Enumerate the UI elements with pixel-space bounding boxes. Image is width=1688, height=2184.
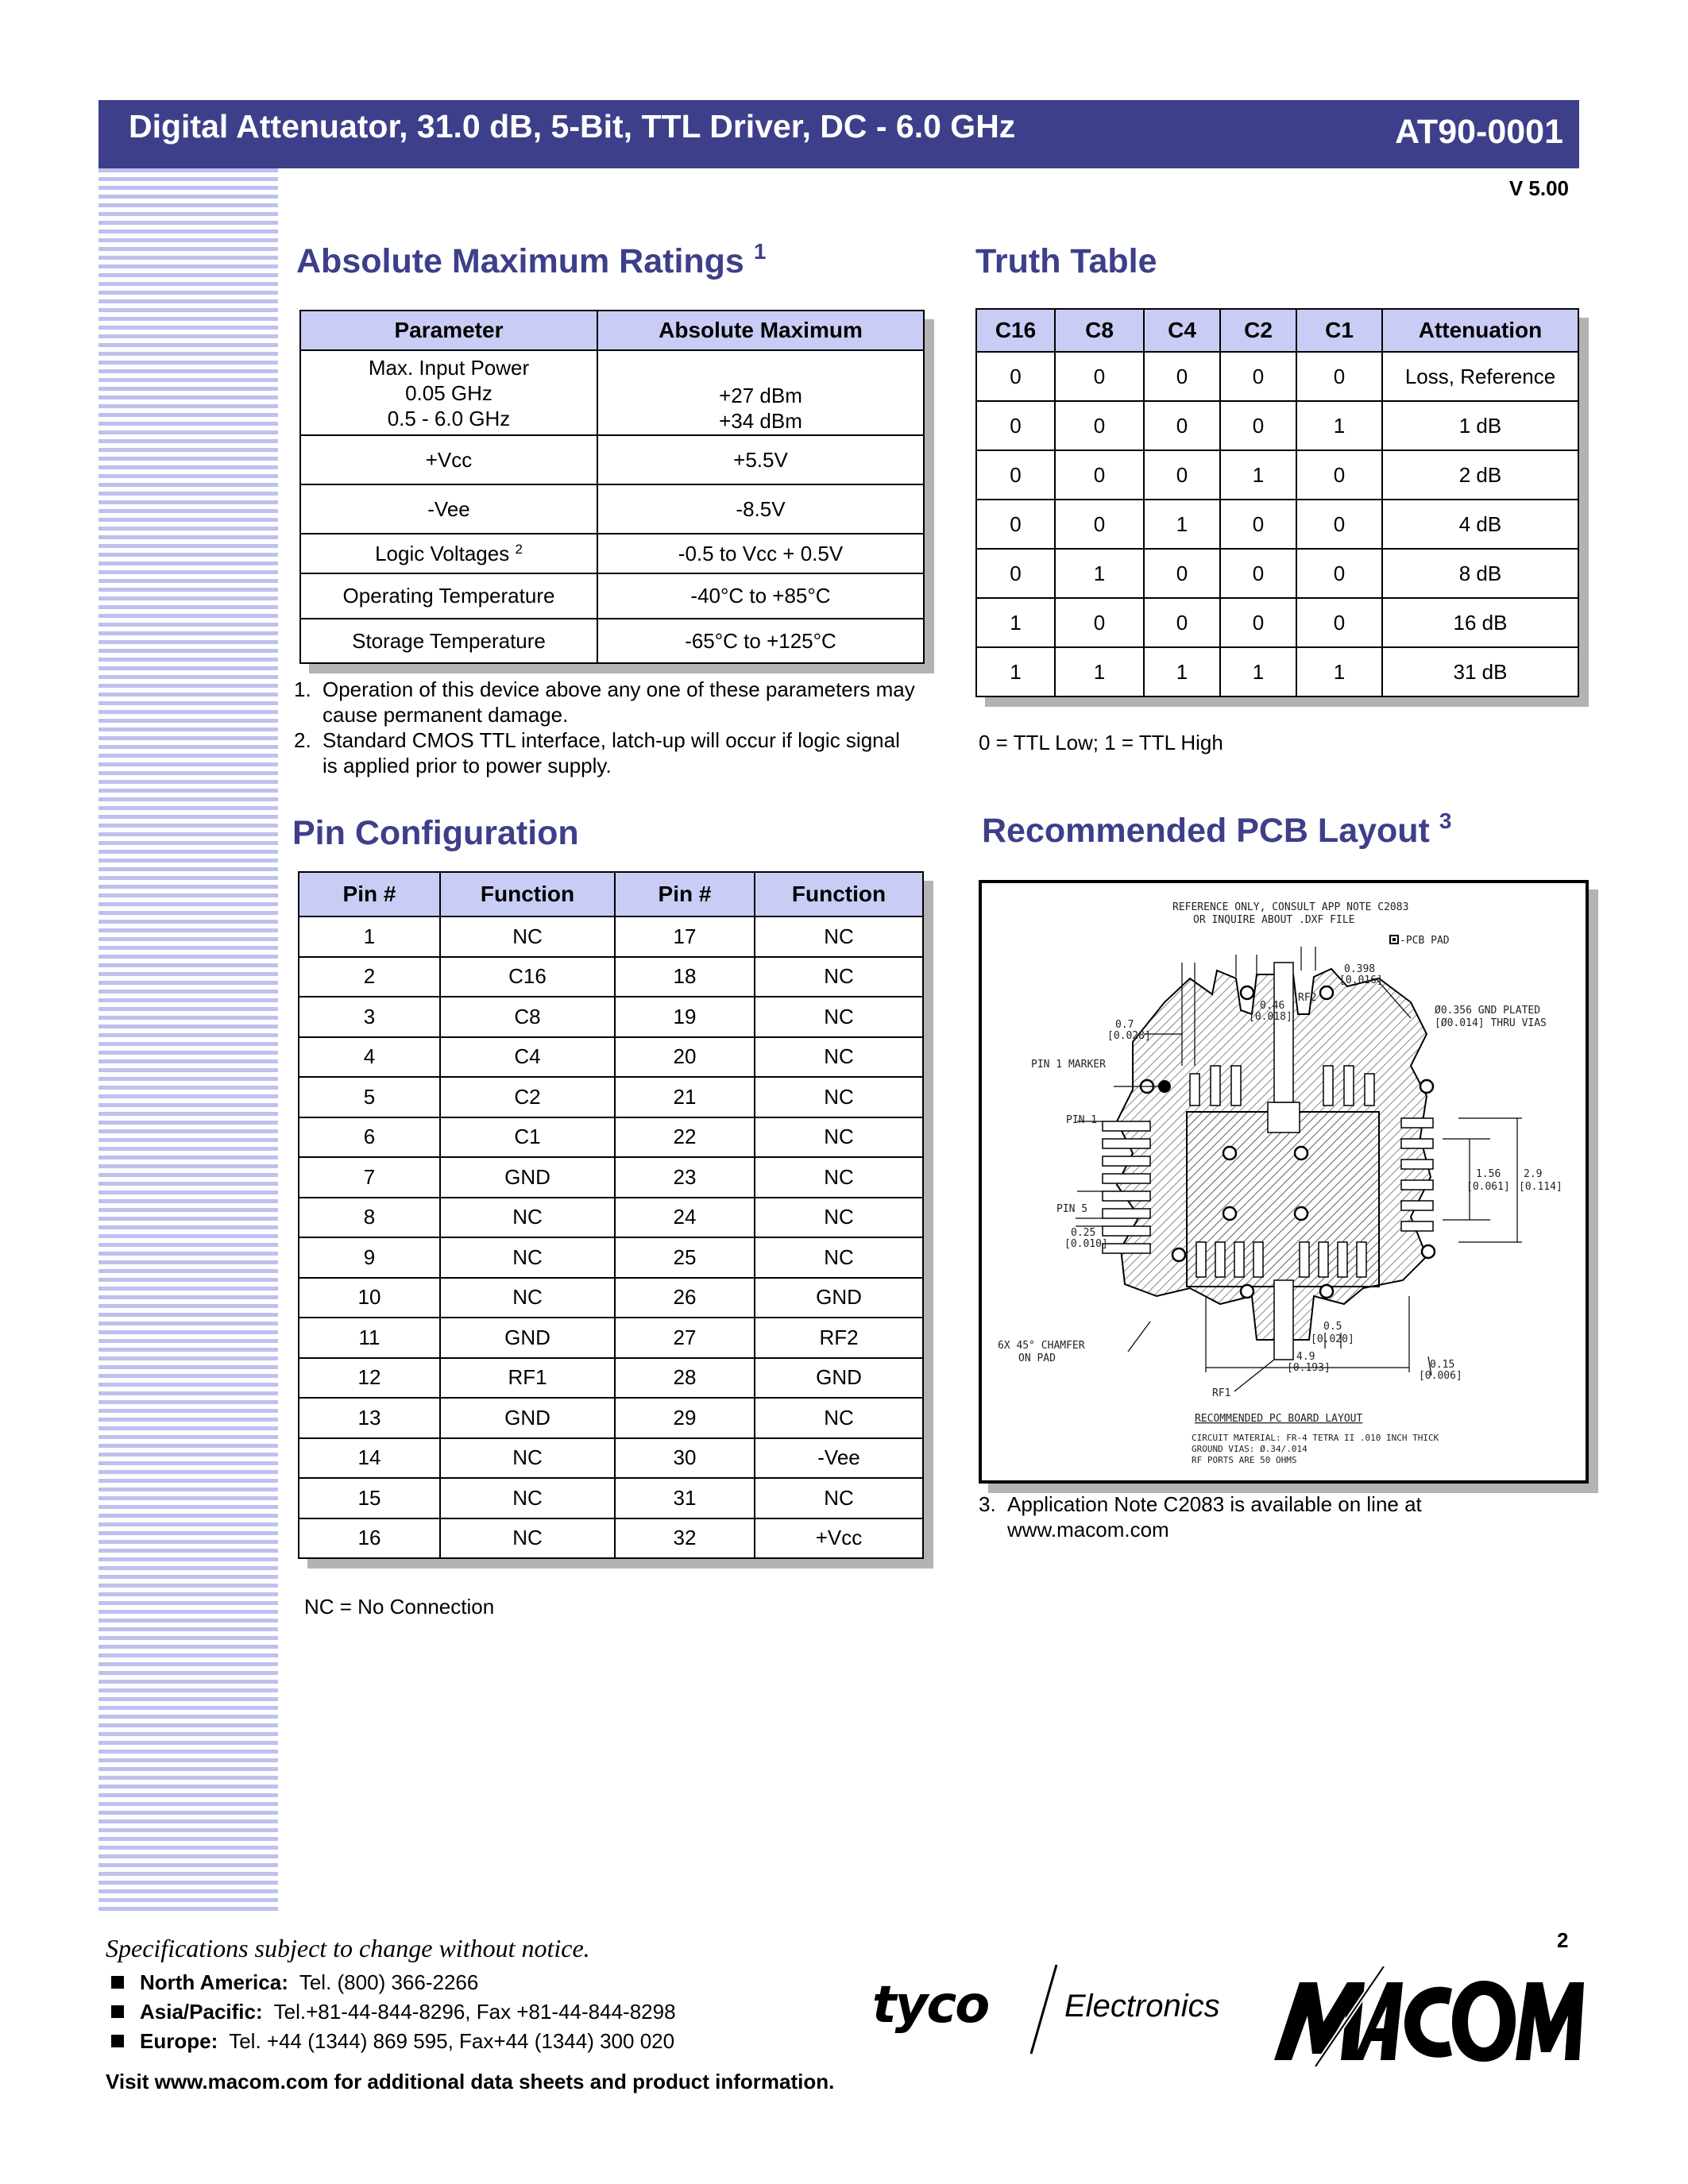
bit-cell: 1 — [1296, 401, 1382, 450]
value-cell: +27 dBm +34 dBm — [597, 350, 924, 435]
pin-number-cell: 23 — [615, 1157, 755, 1198]
pin-function-cell: NC — [755, 916, 923, 957]
dim-29: 2.9 — [1524, 1168, 1543, 1180]
pcb-ref-line2: OR INQUIRE ABOUT .DXF FILE — [1193, 914, 1355, 926]
pin-number-cell: 24 — [615, 1198, 755, 1238]
dim-046: 0.46 — [1260, 1000, 1285, 1012]
pin-function-cell: NC — [440, 1478, 615, 1518]
pin-function-cell: GND — [440, 1318, 615, 1358]
table-row — [300, 435, 924, 484]
pin-function-cell: GND — [755, 1358, 923, 1399]
bit-cell: 0 — [1144, 598, 1220, 647]
bit-cell: 0 — [976, 352, 1055, 401]
dim-07-in: [0.028] — [1107, 1030, 1151, 1042]
contact-north-america: North America: Tel. (800) 366-2266 — [111, 1970, 478, 1995]
pin1-marker-dot — [1158, 1080, 1171, 1093]
abs-max-table — [299, 310, 925, 664]
bit-cell: 0 — [1055, 352, 1144, 401]
table-row — [300, 484, 924, 534]
pin-function-cell: NC — [755, 997, 923, 1037]
truth-table — [975, 308, 1579, 697]
attenuation-cell: 1 dB — [1382, 401, 1578, 450]
bit-cell: 0 — [1296, 549, 1382, 598]
document-title: Digital Attenuator, 31.0 dB, 5-Bit, TTL Driver, DC - 6.0 GHz — [129, 108, 1016, 145]
pin-number-cell: 19 — [615, 997, 755, 1037]
pin-col-function1: Function — [440, 872, 615, 916]
value-cell: -8.5V — [597, 484, 924, 534]
pin-number-cell: 7 — [299, 1157, 440, 1198]
dim-05-in: [0.020] — [1311, 1333, 1354, 1345]
dim-025: 0.25 — [1071, 1227, 1096, 1239]
bit-cell: 0 — [1144, 549, 1220, 598]
abs-max-note-2: 2. Standard CMOS TTL interface, latch-up will occur if logic signal is applied prior to power supply. — [294, 728, 900, 778]
dim-015-in: [0.006] — [1419, 1370, 1462, 1382]
truth-table-note: 0 = TTL Low; 1 = TTL High — [979, 731, 1223, 754]
pin-number-cell: 22 — [615, 1117, 755, 1158]
truth-col-c8: C8 — [1055, 309, 1144, 352]
pin-col-function2: Function — [755, 872, 923, 916]
pin-number-cell: 11 — [299, 1318, 440, 1358]
pcb-rf2-trace — [1274, 963, 1293, 1102]
truth-col-attenuation: Attenuation — [1382, 309, 1578, 352]
table-row — [299, 1157, 923, 1198]
abs-max-col-max: Absolute Maximum — [597, 311, 924, 350]
dim-49-in: [0.193] — [1287, 1362, 1331, 1374]
truth-col-c4: C4 — [1144, 309, 1220, 352]
bit-cell: 0 — [976, 401, 1055, 450]
bit-cell: 0 — [1220, 598, 1296, 647]
board-spec-3: RF PORTS ARE 50 OHMS — [1192, 1455, 1297, 1465]
pin-number-cell: 20 — [615, 1037, 755, 1078]
pin-number-cell: 6 — [299, 1117, 440, 1158]
bullet-square-icon — [111, 2035, 124, 2047]
param-cell: -Vee — [300, 484, 597, 534]
pin1-label: PIN 1 — [1066, 1114, 1098, 1126]
bit-cell: 0 — [1296, 500, 1382, 549]
pin-number-cell: 27 — [615, 1318, 755, 1358]
bit-cell: 1 — [976, 598, 1055, 647]
param-cell: Operating Temperature — [300, 573, 597, 619]
table-row — [300, 350, 924, 435]
via-label-1: Ø0.356 GND PLATED — [1435, 1005, 1541, 1017]
pin-function-cell: NC — [755, 1398, 923, 1438]
bit-cell: 0 — [1296, 352, 1382, 401]
dim-07: 0.7 — [1115, 1019, 1134, 1031]
pin-number-cell: 14 — [299, 1438, 440, 1479]
pin-function-cell: NC — [755, 1117, 923, 1158]
dim-015: 0.15 — [1430, 1359, 1455, 1371]
dim-29-in: [0.114] — [1519, 1181, 1562, 1193]
value-cell: -40°C to +85°C — [597, 573, 924, 619]
pin-number-cell: 4 — [299, 1037, 440, 1078]
bullet-square-icon — [111, 2005, 124, 2018]
pcb-legend-label: -PCB PAD — [1400, 935, 1450, 947]
pin-number-cell: 8 — [299, 1198, 440, 1238]
table-row — [976, 500, 1578, 549]
pin-function-cell: NC — [440, 916, 615, 957]
attenuation-cell: 31 dB — [1382, 647, 1578, 696]
chamfer-label-1: 6X 45° CHAMFER — [998, 1340, 1085, 1352]
visit-line: Visit www.macom.com for additional data sheets and product information. — [106, 2070, 835, 2093]
truth-col-c16: C16 — [976, 309, 1055, 352]
attenuation-cell: Loss, Reference — [1382, 352, 1578, 401]
pin-function-cell: C1 — [440, 1117, 615, 1158]
pin-function-cell: NC — [440, 1237, 615, 1278]
pin-function-cell: NC — [755, 1198, 923, 1238]
contact-asia-pacific: Asia/Pacific: Tel.+81-44-844-8296, Fax +81-44-844-8298 — [111, 2000, 676, 2024]
bit-cell: 0 — [1220, 352, 1296, 401]
pin-number-cell: 15 — [299, 1478, 440, 1518]
bit-cell: 0 — [976, 450, 1055, 500]
bit-cell: 0 — [1055, 500, 1144, 549]
table-row — [299, 1037, 923, 1078]
table-row — [976, 647, 1578, 696]
via-label-2: [Ø0.014] THRU VIAS — [1435, 1017, 1547, 1029]
page-number: 2 — [1557, 1928, 1569, 1952]
pin-function-cell: C2 — [440, 1077, 615, 1117]
table-row — [299, 1077, 923, 1117]
pcb-rf1-trace — [1274, 1280, 1293, 1360]
pin-number-cell: 12 — [299, 1358, 440, 1399]
pin1-marker-label: PIN 1 MARKER — [1031, 1059, 1106, 1071]
value-cell: -65°C to +125°C — [597, 619, 924, 663]
pin-function-cell: NC — [755, 1237, 923, 1278]
pin-function-cell: NC — [440, 1198, 615, 1238]
spec-notice: Specifications subject to change without notice. — [106, 1934, 590, 1962]
dim-0398-in: [0.016] — [1339, 974, 1383, 986]
pcb-ref-line1: REFERENCE ONLY, CONSULT APP NOTE C2083 — [1172, 901, 1409, 913]
pin-number-cell: 17 — [615, 916, 755, 957]
table-row — [299, 1318, 923, 1358]
value-cell: +5.5V — [597, 435, 924, 484]
bit-cell: 0 — [1220, 401, 1296, 450]
truth-col-c1: C1 — [1296, 309, 1382, 352]
dim-05: 0.5 — [1323, 1321, 1342, 1333]
table-row — [299, 1117, 923, 1158]
pin-function-cell: GND — [440, 1157, 615, 1198]
table-row — [976, 450, 1578, 500]
pin-function-cell: RF1 — [440, 1358, 615, 1399]
bit-cell: 0 — [1296, 450, 1382, 500]
abs-max-note-1: 1. Operation of this device above any one of these parameters may cause permanent damage. — [294, 677, 915, 727]
param-cell: Storage Temperature — [300, 619, 597, 663]
contact-europe: Europe: Tel. +44 (1344) 869 595, Fax+44 (1344) 300 020 — [111, 2029, 674, 2054]
macom-logo — [1268, 1966, 1586, 2070]
param-cell: Max. Input Power 0.05 GHz 0.5 - 6.0 GHz — [300, 350, 597, 435]
table-row — [976, 352, 1578, 401]
table-row — [299, 1237, 923, 1278]
pin-config-table — [298, 871, 924, 1559]
pcb-layout-drawing — [982, 883, 1586, 1480]
table-row — [300, 534, 924, 573]
pin-number-cell: 32 — [615, 1518, 755, 1559]
pin-number-cell: 5 — [299, 1077, 440, 1117]
attenuation-cell: 2 dB — [1382, 450, 1578, 500]
header-bar — [98, 100, 1579, 168]
pin-function-cell: +Vcc — [755, 1518, 923, 1559]
pin-number-cell: 16 — [299, 1518, 440, 1559]
pcb-note: 3. Application Note C2083 is available on line at www.macom.com — [979, 1492, 1422, 1542]
pin-function-cell: C8 — [440, 997, 615, 1037]
attenuation-cell: 8 dB — [1382, 549, 1578, 598]
pin-function-cell: NC — [755, 957, 923, 997]
table-row — [299, 1518, 923, 1559]
rf2-label: RF2 — [1298, 992, 1317, 1004]
pin-function-cell: NC — [755, 1037, 923, 1078]
rf1-label: RF1 — [1212, 1387, 1231, 1399]
dim-0398: 0.398 — [1344, 963, 1376, 975]
table-row — [976, 549, 1578, 598]
dim-156: 1.56 — [1476, 1168, 1501, 1180]
pin-number-cell: 25 — [615, 1237, 755, 1278]
tyco-logo-slash — [1025, 1962, 1060, 2057]
dim-156-in: [0.061] — [1466, 1181, 1510, 1193]
table-row — [299, 957, 923, 997]
table-row — [299, 1398, 923, 1438]
pin-number-cell: 2 — [299, 957, 440, 997]
board-title: RECOMMENDED PC BOARD LAYOUT — [1195, 1413, 1363, 1425]
pin-number-cell: 1 — [299, 916, 440, 957]
bit-cell: 0 — [1055, 450, 1144, 500]
table-row — [300, 619, 924, 663]
tyco-logo-text: tyco — [872, 1976, 989, 2035]
pin-config-heading: Pin Configuration — [292, 814, 579, 852]
bit-cell: 1 — [1220, 450, 1296, 500]
pin-function-cell: NC — [755, 1157, 923, 1198]
bit-cell: 1 — [1144, 500, 1220, 549]
pin-function-cell: -Vee — [755, 1438, 923, 1479]
table-row — [299, 997, 923, 1037]
bit-cell: 0 — [1055, 598, 1144, 647]
bit-cell: 1 — [1055, 549, 1144, 598]
pin-function-cell: NC — [755, 1478, 923, 1518]
bit-cell: 0 — [1055, 401, 1144, 450]
pin-col-pin1: Pin # — [299, 872, 440, 916]
table-row — [299, 1198, 923, 1238]
pin-function-cell: NC — [440, 1438, 615, 1479]
bit-cell: 0 — [976, 549, 1055, 598]
table-row — [299, 916, 923, 957]
bit-cell: 0 — [1296, 598, 1382, 647]
table-row — [299, 1438, 923, 1479]
pin-number-cell: 31 — [615, 1478, 755, 1518]
pin-number-cell: 21 — [615, 1077, 755, 1117]
chamfer-label-2: ON PAD — [1018, 1352, 1056, 1364]
bit-cell: 0 — [1220, 500, 1296, 549]
attenuation-cell: 16 dB — [1382, 598, 1578, 647]
pin-function-cell: NC — [440, 1518, 615, 1559]
pin-config-note: NC = No Connection — [304, 1595, 495, 1619]
param-cell: Logic Voltages $^2$ — [300, 534, 597, 573]
dim-046-in: [0.018] — [1249, 1011, 1292, 1023]
abs-max-col-parameter: Parameter — [300, 311, 597, 350]
pin-number-cell: 29 — [615, 1398, 755, 1438]
table-row — [299, 1358, 923, 1399]
dim-49: 4.9 — [1296, 1351, 1315, 1363]
bit-cell: 1 — [976, 647, 1055, 696]
table-row — [976, 401, 1578, 450]
table-row — [976, 598, 1578, 647]
pin-number-cell: 3 — [299, 997, 440, 1037]
pin-function-cell: GND — [755, 1278, 923, 1318]
pin-function-cell: C16 — [440, 957, 615, 997]
dim-025-in: [0.010] — [1064, 1238, 1108, 1250]
truth-col-c2: C2 — [1220, 309, 1296, 352]
version-label: V 5.00 — [1508, 176, 1569, 200]
bullet-square-icon — [111, 1976, 124, 1989]
pin5-label: PIN 5 — [1056, 1203, 1088, 1215]
bit-cell: 1 — [1220, 647, 1296, 696]
bit-cell: 1 — [1055, 647, 1144, 696]
pin-number-cell: 26 — [615, 1278, 755, 1318]
board-spec-2: GROUND VIAS: Ø.34/.014 — [1192, 1444, 1308, 1454]
pin-function-cell: C4 — [440, 1037, 615, 1078]
value-cell: -0.5 to Vcc + 0.5V — [597, 534, 924, 573]
pin-number-cell: 30 — [615, 1438, 755, 1479]
table-row — [300, 573, 924, 619]
attenuation-cell: 4 dB — [1382, 500, 1578, 549]
pcb-layout-box — [979, 880, 1589, 1484]
pin-number-cell: 28 — [615, 1358, 755, 1399]
pin-number-cell: 13 — [299, 1398, 440, 1438]
bit-cell: 1 — [1144, 647, 1220, 696]
part-number: AT90-0001 — [1395, 113, 1563, 151]
table-row — [299, 1478, 923, 1518]
board-spec-1: CIRCUIT MATERIAL: FR-4 TETRA II .010 INCH THICK — [1192, 1433, 1439, 1443]
pin-number-cell: 10 — [299, 1278, 440, 1318]
bit-cell: 0 — [1144, 401, 1220, 450]
pin-number-cell: 18 — [615, 957, 755, 997]
truth-table-heading: Truth Table — [975, 242, 1157, 280]
striped-sidebar — [98, 168, 278, 1914]
abs-max-heading: Absolute Maximum Ratings $^1$ — [296, 239, 767, 280]
pin-function-cell: NC — [755, 1077, 923, 1117]
pin-col-pin2: Pin # — [615, 872, 755, 916]
bit-cell: 1 — [1296, 647, 1382, 696]
bit-cell: 0 — [1144, 352, 1220, 401]
bit-cell: 0 — [1220, 549, 1296, 598]
pin-number-cell: 9 — [299, 1237, 440, 1278]
pin-function-cell: RF2 — [755, 1318, 923, 1358]
pin-function-cell: NC — [440, 1278, 615, 1318]
pin-function-cell: GND — [440, 1398, 615, 1438]
table-row — [299, 1278, 923, 1318]
pcb-heading: Recommended PCB Layout $^3$ — [982, 808, 1452, 850]
bit-cell: 0 — [976, 500, 1055, 549]
bit-cell: 0 — [1144, 450, 1220, 500]
macom-logo-label: M/A-COM — [1427, 2068, 1431, 2069]
electronics-logo-text: Electronics — [1064, 1989, 1220, 2024]
param-cell: +Vcc — [300, 435, 597, 484]
